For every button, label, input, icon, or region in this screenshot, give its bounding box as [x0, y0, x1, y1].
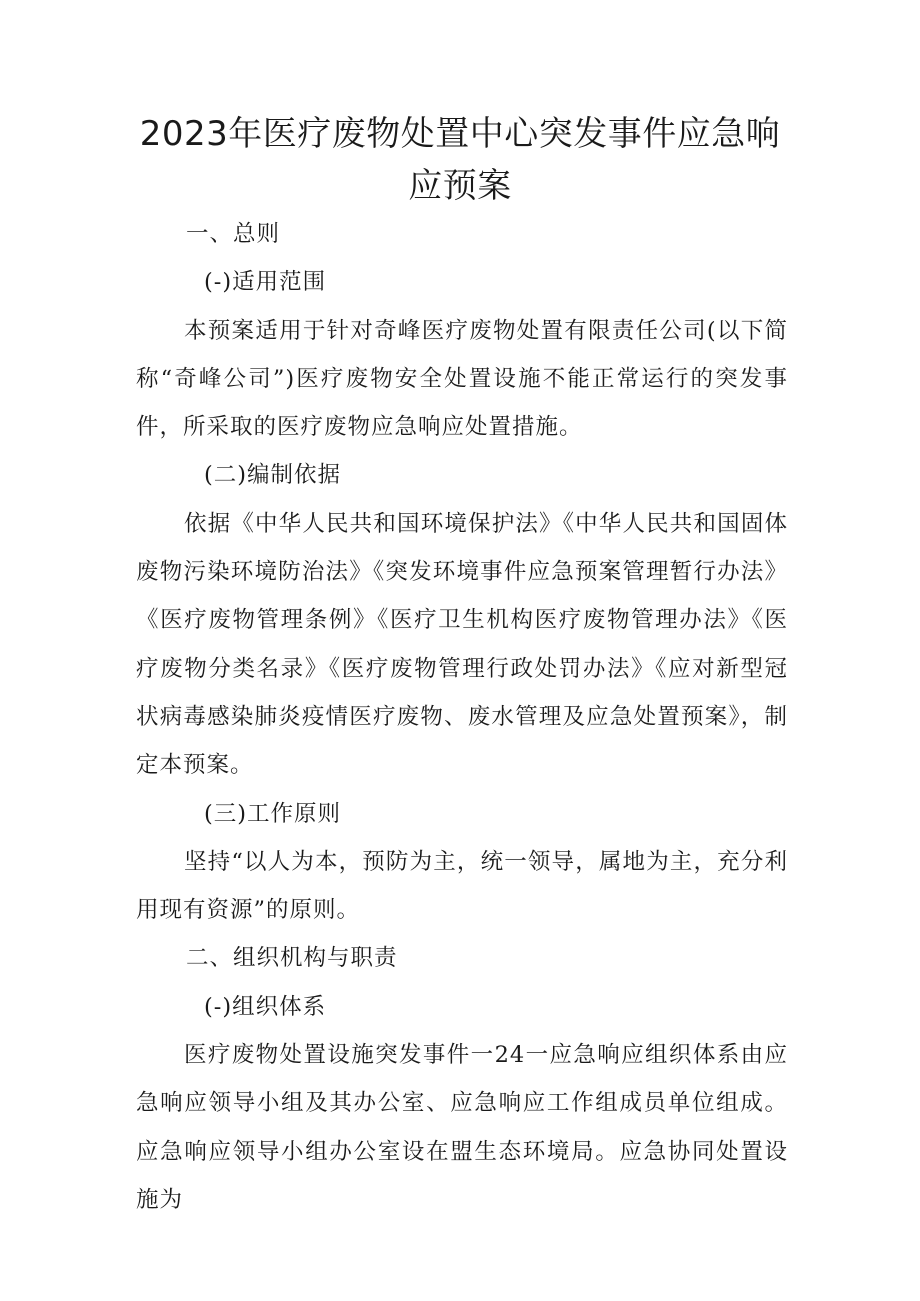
- subsection-heading-basis: (二)编制依据: [204, 462, 342, 489]
- document-title: [100, 108, 820, 212]
- title-line-2: 应预案: [408, 166, 512, 206]
- section-heading-organization: 二、组织机构与职责: [186, 945, 398, 972]
- section-heading-general: 一、总则: [186, 221, 281, 247]
- subsection-heading-org-system: (-)组织体系: [204, 993, 327, 1020]
- subsection-heading-scope: (-)适用范围: [204, 269, 327, 296]
- document-body: [136, 210, 788, 1224]
- paragraph-principles: 坚持“以人为本，预防为主，统一领导，属地为主，充分利用现有资源”的原则。: [136, 848, 788, 924]
- subsection-heading-principles: (三)工作原则: [204, 800, 342, 827]
- paragraph-basis: 依据《中华人民共和国环境保护法》《中华人民共和国固体废物污染环境防治法》《突发环境事件应急预案管理暂行办法》《医疗废物管理条例》《医疗卫生机构医疗废物管理办法》《医疗废物分类名录》《医疗废物管理行政处罚办法》《应对新型冠状病毒感染肺炎疫情医疗废物、废水管理及应急处置预案》，制定本预案。: [136, 510, 788, 779]
- title-line-1: 2023年医疗废物处置中心突发事件应急响: [139, 114, 781, 154]
- paragraph-org-system: 医疗废物处置设施突发事件一24一应急响应组织体系由应急响应领导小组及其办公室、应急响应工作组成员单位组成。应急响应领导小组办公室设在盟生态环境局。应急协同处置设施为: [136, 1042, 788, 1213]
- paragraph-scope: 本预案适用于针对奇峰医疗废物处置有限责任公司(以下简称“奇峰公司”)医疗废物安全处置设施不能正常运行的突发事件，所采取的医疗废物应急响应处置措施。: [136, 317, 788, 441]
